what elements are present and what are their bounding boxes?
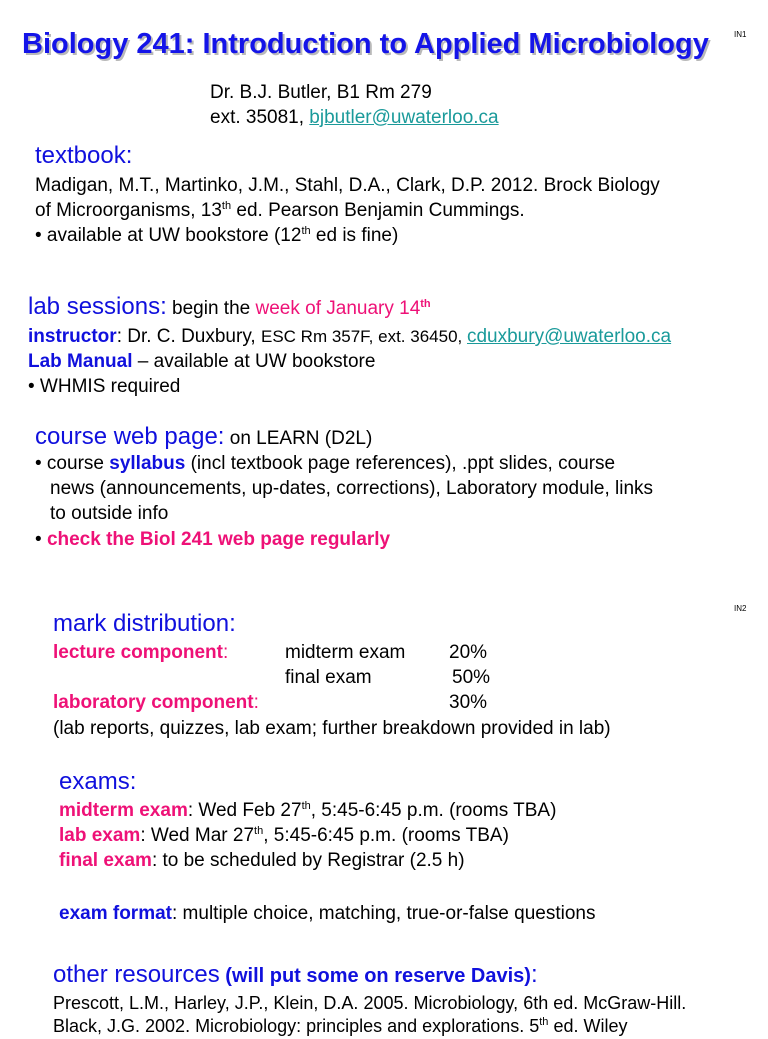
bullet1-rest: (incl textbook page references), .ppt slides, course [185, 453, 616, 474]
textbook-citation-line1: Madigan, M.T., Martinko, J.M., Stahl, D.A., Clark, D.P. 2012. Brock Biology [35, 175, 660, 196]
reference-black [53, 1014, 627, 1039]
lab-weight-value: 30% [449, 692, 488, 713]
reference-black-a: Black, J.G. 2002. Microbiology: principles and explorations. 5 [53, 1016, 540, 1036]
lab-component-label [53, 690, 259, 715]
mark-heading-colon: : [229, 610, 236, 637]
instructor-ext: ext. 35081, [210, 107, 310, 128]
other-resources-colon: : [530, 961, 538, 988]
lab-begin-text: begin the [166, 298, 256, 319]
lab-component-text: laboratory component [53, 692, 254, 713]
lab-exam-label: lab exam [59, 825, 141, 846]
lab-sessions-colon: : [160, 293, 167, 320]
lab-instructor-office: ESC Rm 357F, ext. 36450, [260, 327, 467, 346]
midterm-weight-label: midterm exam [285, 642, 406, 663]
lab-start-week-sup: th [420, 298, 431, 310]
lab-exam-date: : Wed Mar 27 [140, 825, 255, 846]
instructor-contact [210, 105, 499, 130]
reference-black-b: ed. Wiley [548, 1016, 628, 1036]
lab-sessions-line [28, 292, 431, 324]
textbook-heading-label: textbook [35, 142, 126, 169]
textbook-line3-a: • available at UW bookstore (12 [35, 225, 302, 246]
final-exam-line [59, 848, 465, 873]
textbook-citation-line2 [35, 198, 525, 223]
whmis-note: • WHMIS required [28, 376, 181, 397]
final-exam-rest: : to be scheduled by Registrar (2.5 h) [151, 850, 465, 871]
course-web-bullet2 [35, 527, 390, 552]
mark-distribution-heading [53, 609, 236, 639]
final-weight-label: final exam [285, 667, 372, 688]
textbook-line2-sup: th [221, 200, 232, 212]
bullet2-prefix: • [35, 529, 47, 550]
reference-prescott: Prescott, L.M., Harley, J.P., Klein, D.A. 2005. Microbiology, 6th ed. McGraw-Hill. [53, 993, 687, 1013]
final-exam-label: final exam [59, 850, 152, 871]
course-web-bullet1-line2: news (announcements, up-dates, corrections), Laboratory module, links [50, 478, 654, 499]
bullet1-prefix: • course [35, 453, 110, 474]
textbook-line2-b: ed. Pearson Benjamin Cummings. [231, 200, 525, 221]
lab-manual-line [28, 349, 375, 374]
lab-start-week-text: week of January 14 [255, 298, 421, 319]
midterm-exam-sup: th [301, 800, 311, 812]
exams-heading-colon: : [129, 768, 137, 795]
textbook-line3-b: ed is fine) [310, 225, 399, 246]
course-web-bullet1-line3: to outside info [50, 503, 169, 524]
exam-format-label: exam format [59, 903, 172, 924]
page-title: Biology 241: Introduction to Applied Microbiology [22, 28, 709, 60]
midterm-exam-date: : Wed Feb 27 [187, 800, 302, 821]
exam-format-line [59, 901, 595, 926]
course-web-platform: on LEARN (D2L) [224, 428, 373, 449]
lecture-component-label [53, 640, 228, 665]
course-web-heading: course web page [35, 423, 218, 450]
midterm-exam-time: , 5:45-6:45 p.m. (rooms TBA) [310, 800, 557, 821]
exams-heading [59, 767, 136, 797]
textbook-heading-colon: : [125, 142, 133, 169]
course-web-line [35, 422, 372, 454]
lab-manual-rest: – available at UW bookstore [132, 351, 376, 372]
other-resources-reserve: (will put some on reserve Davis) [219, 965, 531, 987]
lab-manual-label: Lab Manual [28, 351, 133, 372]
lab-instructor-line [28, 324, 671, 349]
lab-instructor-name: : Dr. C. Duxbury, [116, 326, 261, 347]
course-web-colon: : [217, 423, 225, 450]
lab-component-colon: : [253, 692, 259, 713]
instructor-office: Dr. B.J. Butler, B1 Rm 279 [210, 82, 432, 103]
course-web-bullet1-line1 [35, 451, 615, 476]
lecture-colon: : [222, 642, 229, 663]
slide-tag: IN2 [734, 604, 747, 613]
exams-heading-label: exams [59, 768, 130, 795]
other-resources-heading: other resources [53, 961, 220, 988]
lab-sessions-heading: lab sessions [28, 293, 161, 320]
lab-breakdown-note: (lab reports, quizzes, lab exam; further breakdown provided in lab) [53, 718, 611, 739]
final-weight-value: 50% [452, 667, 491, 688]
textbook-heading [35, 141, 132, 171]
lecture-label: lecture component [53, 642, 223, 663]
lab-exam-sup: th [254, 825, 264, 837]
lab-exam-line [59, 823, 509, 848]
check-web-page-note: check the Biol 241 web page regularly [46, 529, 391, 550]
lab-instructor-label: instructor [28, 326, 117, 347]
lab-instructor-email-link[interactable]: cduxbury@uwaterloo.ca [466, 326, 672, 347]
lab-start-week [256, 298, 431, 319]
other-resources-line [53, 960, 538, 992]
reference-black-sup: th [539, 1016, 549, 1028]
syllabus-term: syllabus [109, 453, 186, 474]
lab-exam-time: , 5:45-6:45 p.m. (rooms TBA) [263, 825, 509, 846]
midterm-weight-value: 20% [449, 642, 488, 663]
midterm-exam-line [59, 798, 556, 823]
instructor-email-link[interactable]: bjbutler@uwaterloo.ca [309, 107, 499, 128]
exam-format-rest: : multiple choice, matching, true-or-false questions [172, 903, 596, 924]
mark-heading-label: mark distribution [53, 610, 230, 637]
textbook-availability [35, 223, 398, 248]
midterm-exam-label: midterm exam [59, 800, 188, 821]
textbook-line2-a: of Microorganisms, 13 [35, 200, 222, 221]
slide-tag: IN1 [734, 30, 747, 39]
textbook-line3-sup: th [301, 225, 311, 237]
